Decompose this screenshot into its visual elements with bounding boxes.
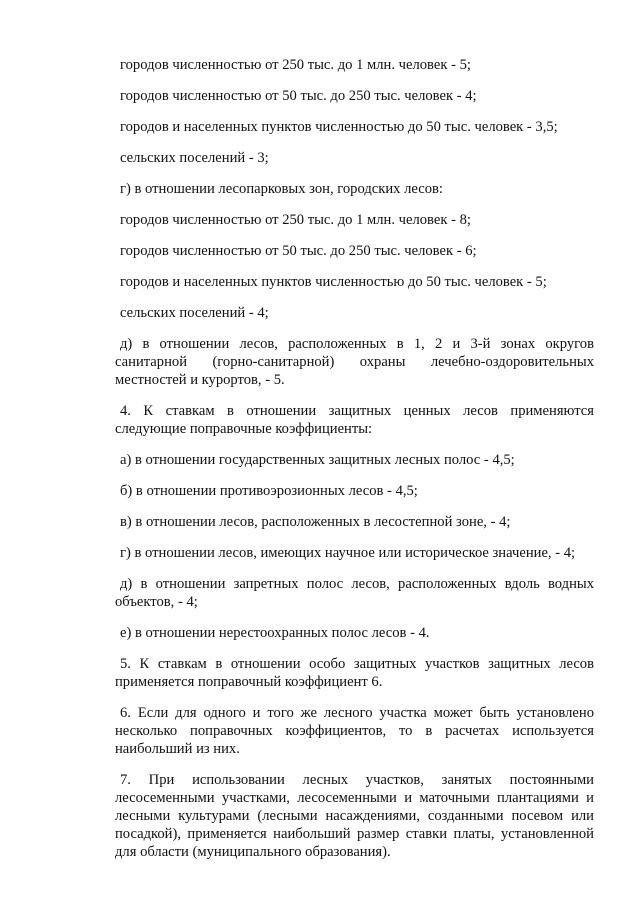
paragraph-7: городов численностью от 50 тыс. до 250 тыс. человек - 6; (120, 243, 477, 259)
paragraph-14: в) в отношении лесов, расположенных в лесостепной зоне, - 4; (120, 514, 511, 530)
paragraph-12: а) в отношении государственных защитных лесных полос - 4,5; (120, 452, 515, 468)
paragraph-4: сельских поселений - 3; (120, 150, 269, 166)
paragraph-9: сельских поселений - 4; (120, 305, 269, 321)
paragraph-11: 4. К ставкам в отношении защитных ценных лесов применяются следующие поправочные коэффициенты: (115, 403, 594, 437)
paragraph-1: городов численностью от 250 тыс. до 1 млн. человек - 5; (120, 57, 471, 73)
paragraph-10: д) в отношении лесов, расположенных в 1, 2 и 3-й зонах округов санитарной (горно-санитарной) охраны лечебно-оздоровительных местностей и курортов, - 5. (115, 336, 594, 388)
paragraph-18: 5. К ставкам в отношении особо защитных участков защитных лесов применяется поправочный коэффициент 6. (115, 656, 594, 690)
document-body (115, 56, 594, 874)
paragraph-8: городов и населенных пунктов численностью до 50 тыс. человек - 5; (120, 274, 547, 290)
paragraph-6: городов численностью от 250 тыс. до 1 млн. человек - 8; (120, 212, 471, 228)
paragraph-20: 7. При использовании лесных участков, занятых постоянными лесосеменными участками, лесосеменными и маточными плантациями и лесными культурами (лесными насаждениями, созданными посевом или посадкой), применяется наибольший размер ставки платы, установленной для области (муниципального образования). (115, 772, 594, 860)
paragraph-2: городов численностью от 50 тыс. до 250 тыс. человек - 4; (120, 88, 477, 104)
paragraph-17: е) в отношении нерестоохранных полос лесов - 4. (120, 625, 430, 641)
paragraph-15: г) в отношении лесов, имеющих научное или историческое значение, - 4; (120, 545, 576, 561)
paragraph-16: д) в отношении запретных полос лесов, расположенных вдоль водных объектов, - 4; (115, 576, 594, 610)
paragraph-13: б) в отношении противоэрозионных лесов - 4,5; (120, 483, 418, 499)
paragraph-19: 6. Если для одного и того же лесного участка может быть установлено несколько поправочных коэффициентов, то в расчетах используется наибольший из них. (115, 705, 594, 757)
paragraph-5: г) в отношении лесопарковых зон, городских лесов: (120, 181, 443, 197)
paragraph-3: городов и населенных пунктов численностью до 50 тыс. человек - 3,5; (120, 119, 558, 135)
